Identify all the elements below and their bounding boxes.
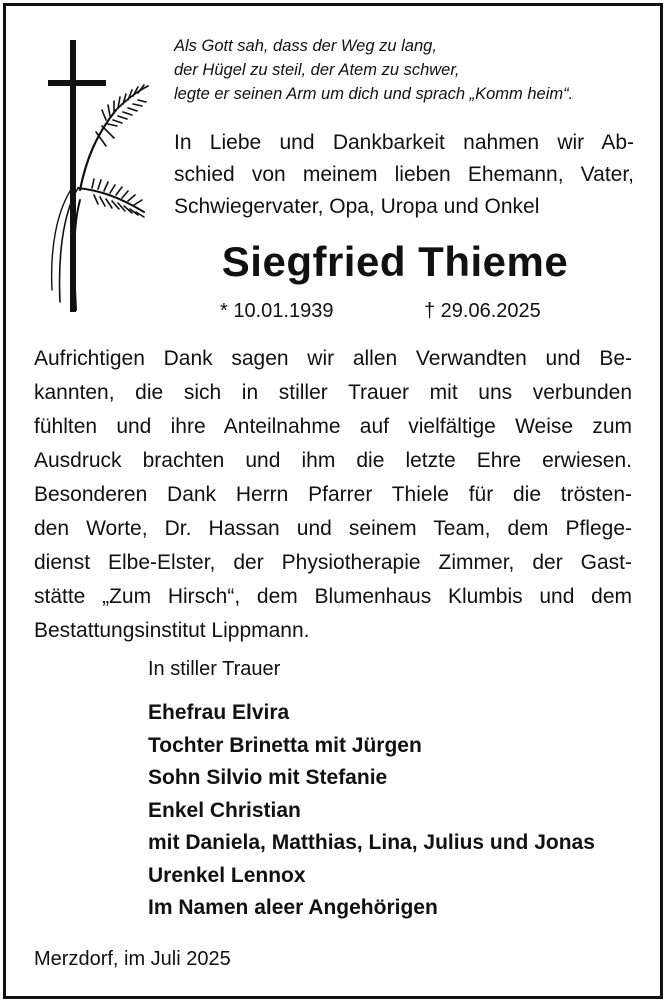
mourner-entry: Enkel Christian [148, 798, 301, 822]
intro-text [174, 127, 634, 223]
thanks-text [34, 342, 632, 648]
thanks-line: Aufrichtigen Dank sagen wir allen Verwandten und Be- [34, 347, 632, 370]
thanks-line: Ausdruck brachten und ihm die letzte Ehre erwiesen. [34, 449, 632, 472]
thanks-line: Bestattungsinstitut Lippmann. [34, 619, 310, 642]
thanks-line: Besonderen Dank Herrn Pfarrer Thiele für die trösten- [34, 483, 632, 506]
mourner-entry: mit Daniela, Matthias, Lina, Julius und Jonas [148, 831, 595, 854]
mourner-entry: Ehefrau Elvira [148, 701, 290, 724]
thanks-line: fühlten und ihre Anteilnahme auf vielfältige Weise zum [34, 415, 632, 438]
thanks-line: stätte „Zum Hirsch“, dem Blumenhaus Klumbis und dem [34, 585, 632, 608]
place-date: Merzdorf, im Juli 2025 [34, 948, 231, 970]
intro-line: schied von meinem lieben Ehemann, Vater, [174, 163, 634, 186]
intro-line: Schwiegervater, Opa, Uropa und Onkel [174, 195, 540, 218]
deceased-name: Siegfried Thieme [221, 238, 569, 285]
mourner-entry: Im Namen aleer Angehörigen [148, 896, 438, 919]
mourner-entry: Tochter Brinetta mit Jürgen [148, 733, 422, 757]
intro-line: In Liebe und Dankbarkeit nahmen wir Ab- [174, 131, 634, 154]
poem [174, 34, 644, 106]
thanks-line: den Worte, Dr. Hassan und seinem Team, dem Pflege- [34, 517, 632, 540]
thanks-line: kannten, die sich in stiller Trauer mit uns verbunden [34, 381, 632, 404]
poem-line: Als Gott sah, dass der Weg zu lang, [174, 37, 437, 55]
thanks-line: dienst Elbe-Elster, der Physiotherapie Zimmer, der Gast- [34, 551, 632, 574]
mourning-heading: In stiller Trauer [148, 658, 281, 680]
death-date: † 29.06.2025 [424, 300, 541, 322]
birth-date: * 10.01.1939 [220, 300, 334, 322]
mourner-entry: Urenkel Lennox [148, 863, 306, 887]
mourner-entry: Sohn Silvio mit Stefanie [148, 766, 388, 789]
mourners-list [148, 697, 648, 925]
poem-line: der Hügel zu steil, der Atem zu schwer, [174, 61, 460, 79]
poem-line: legte er seinen Arm um dich und sprach „Komm heim“. [174, 85, 574, 103]
